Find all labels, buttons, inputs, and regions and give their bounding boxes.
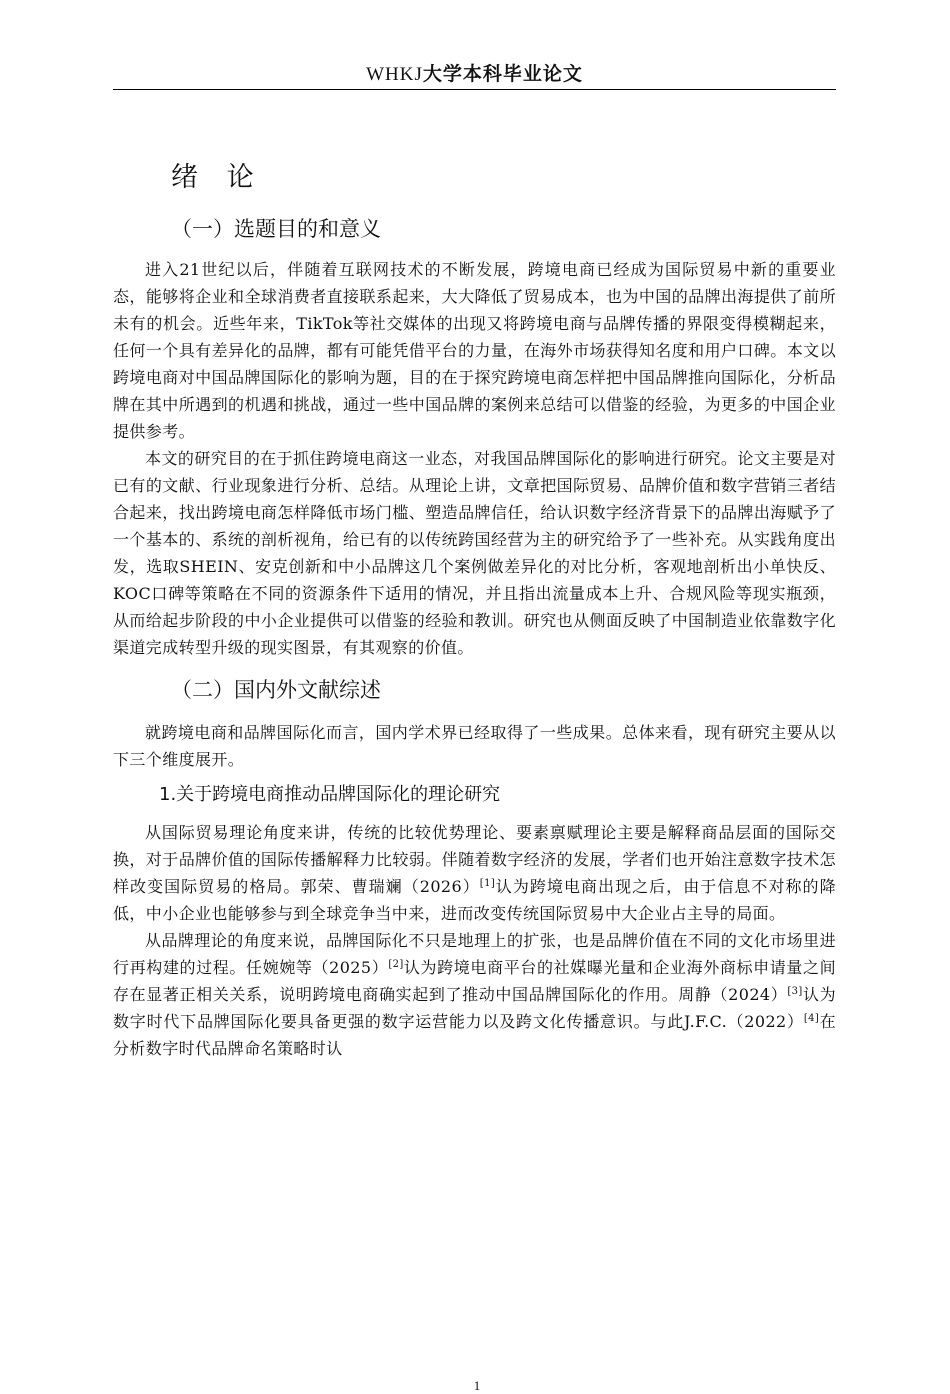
citation-ref-4: [4] xyxy=(803,1013,820,1024)
text-run: 认为跨境电商出现之后，由于信息不对称的降低，中小企业也能够参与到全球竞争当中来，进而改变传统国际贸易中大企业占主导的局面。 xyxy=(113,877,836,923)
header-prefix: WHKJ xyxy=(366,64,423,85)
paragraph-theory-1 xyxy=(113,819,836,927)
chapter-title: 绪 论 xyxy=(171,162,264,193)
page-number: 1 xyxy=(473,1378,481,1393)
paragraph-purpose-1: 进入21世纪以后，伴随着互联网技术的不断发展，跨境电商已经成为国际贸易中新的重要业态，能够将企业和全球消费者直接联系起来，大大降低了贸易成本，也为中国的品牌出海提供了前所未有的机会。近些年来，TikTok等社交媒体的出现又将跨境电商与品牌传播的界限变得模糊起来，任何一个具有差异化的品牌，都有可能凭借平台的力量，在海外市场获得知名度和用户口碑。本文以跨境电商对中国品牌国际化的影响为题，目的在于探究跨境电商怎样把中国品牌推向国际化，分析品牌在其中所遇到的机遇和挑战，通过一些中国品牌的案例来总结可以借鉴的经验，为更多的中国企业提供参考。 xyxy=(113,260,836,441)
text-run: 认为跨境电商平台的社媒曝光量和企业海外商标申请量之间存在显著正相关关系，说明跨境电商确实起到了推动中国品牌国际化的作用。周静（2024） xyxy=(113,958,836,1004)
section-heading-literature: （二）国内外文献综述 xyxy=(171,678,381,702)
section-heading-purpose: （一）选题目的和意义 xyxy=(171,217,381,241)
citation-ref-3: [3] xyxy=(787,986,803,997)
text-run: 从国际贸易理论角度来讲，传统的比较优势理论、要素禀赋理论主要是解释商品层面的国际交换，对于品牌价值的国际传播解释力比较弱。伴随着数字经济的发展，学者们也开始注意数字技术怎样改变国际贸易的格局。郭荣、曹瑞斓（2026） xyxy=(113,823,836,896)
header-title: 大学本科毕业论文 xyxy=(422,63,583,85)
citation-ref-2: [2] xyxy=(388,959,404,970)
text-run: 认为数字时代下品牌国际化要具备更强的数字运营能力以及跨文化传播意识。与此J.F.C.（2022） xyxy=(113,985,836,1031)
page-body xyxy=(113,150,836,1393)
text-run: 从品牌理论的角度来说，品牌国际化不只是地理上的扩张，也是品牌价值在不同的文化市场里进行再构建的过程。任婉婉等（2025） xyxy=(113,931,836,977)
page-header xyxy=(113,55,836,90)
paragraph-literature-intro: 就跨境电商和品牌国际化而言，国内学术界已经取得了一些成果。总体来看，现有研究主要从以下三个维度展开。 xyxy=(113,723,836,769)
text-run: 在分析数字时代品牌命名策略时认 xyxy=(113,1012,836,1058)
paragraph-theory-2 xyxy=(113,927,836,1062)
citation-ref-1: [1] xyxy=(479,878,496,889)
paragraph-purpose-2: 本文的研究目的在于抓住跨境电商这一业态，对我国品牌国际化的影响进行研究。论文主要是对已有的文献、行业现象进行分析、总结。从理论上讲，文章把国际贸易、品牌价值和数字营销三者结合起来，找出跨境电商怎样降低市场门槛、塑造品牌信任，给认识数字经济背景下的品牌出海赋予了一个基本的、系统的剖析视角，给已有的以传统跨国经营为主的研究给予了一些补充。从实践角度出发，选取SHEIN、安克创新和中小品牌这几个案例做差异化的对比分析，客观地剖析出小单快反、KOC口碑等策略在不同的资源条件下适用的情况，并且指出流量成本上升、合规风险等现实瓶颈，从而给起步阶段的中小企业提供可以借鉴的经验和教训。研究也从侧面反映了中国制造业依靠数字化渠道完成转型升级的现实图景，有其观察的价值。 xyxy=(113,449,836,657)
subsection-heading-theory: 1.关于跨境电商推动品牌国际化的理论研究 xyxy=(159,784,501,805)
